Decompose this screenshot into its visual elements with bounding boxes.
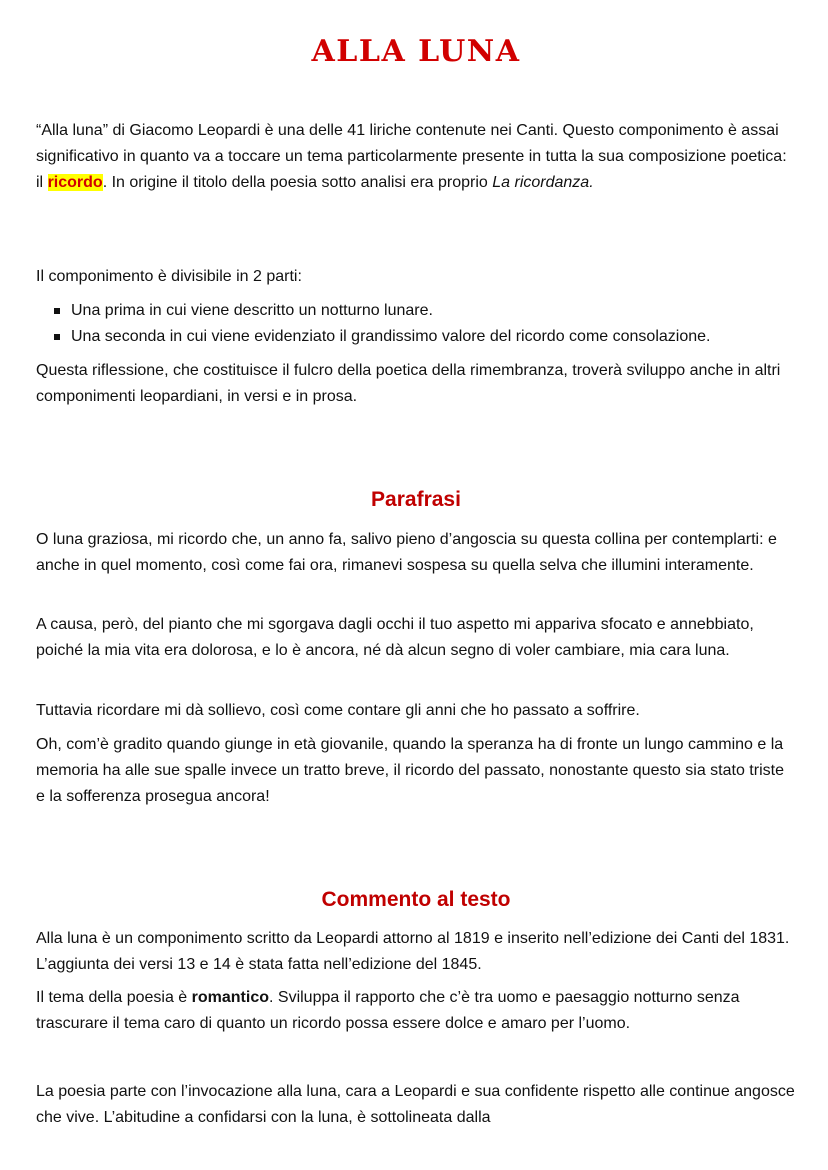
commento-text-1: Il tema della poesia è xyxy=(36,989,192,1006)
highlighted-word: ricordo xyxy=(47,174,103,191)
parafrasi-paragraph-1: O luna graziosa, mi ricordo che, un anno fa, salivo pieno d’angoscia su questa collina per contemplarti: e anche in quel momento, così come fai ora, rimanevi sospesa su quella selva che illumini interamente. xyxy=(36,531,777,574)
original-title-italic: La ricordanza. xyxy=(492,174,594,191)
division-lead: Il componimento è divisibile in 2 parti: xyxy=(36,268,302,285)
commento-paragraph-1: Alla luna è un componimento scritto da Leopardi attorno al 1819 e inserito nell’edizione dei Canti del 1831. L’aggiunta dei versi 13 e 14 è stata fatta nell’edizione del 1845. xyxy=(36,930,790,973)
intro-text-2: . In origine il titolo della poesia sotto analisi era proprio xyxy=(102,174,493,191)
commento-paragraph-2 xyxy=(36,985,796,1037)
document-title: ALLA LUNA xyxy=(311,34,521,69)
bullet-square-icon xyxy=(54,308,60,314)
parafrasi-paragraph-2: A causa, però, del pianto che mi sgorgava dagli occhi il tuo aspetto mi appariva sfocato e annebbiato, poiché la mia vita era dolorosa, e lo è ancora, né dà alcun segno di voler cambiare, mia cara luna. xyxy=(36,616,754,659)
bullet-square-icon xyxy=(54,334,60,340)
section-heading-commento: Commento al testo xyxy=(321,888,511,911)
list-item-text: Una seconda in cui viene evidenziato il grandissimo valore del ricordo come consolazione. xyxy=(71,328,711,345)
parafrasi-paragraph-3: Tuttavia ricordare mi dà sollievo, così come contare gli anni che ho passato a soffrire. xyxy=(36,702,640,719)
commento-text-2: . Sviluppa il rapporto che c’è tra uomo e paesaggio notturno senza trascurare il tema caro di quanto un ricordo possa essere dolce e amaro per l’uomo. xyxy=(36,989,740,1032)
list-item xyxy=(54,298,814,324)
section-heading-parafrasi: Parafrasi xyxy=(371,488,461,511)
parafrasi-paragraph-4: Oh, com’è gradito quando giunge in età giovanile, quando la speranza ha di fronte un lungo cammino e la memoria ha alle sue spalle invece un tratto breve, il ricordo del passato, nonostante questo sia stato triste e la sofferenza prosegua ancora! xyxy=(36,736,784,805)
list-item xyxy=(54,324,814,350)
commento-paragraph-3: La poesia parte con l’invocazione alla luna, cara a Leopardi e sua confidente rispetto alle continue angosce che vive. L’abitudine a confidarsi con la luna, è sottolineata dalla xyxy=(36,1083,795,1126)
reflection-paragraph: Questa riflessione, che costituisce il fulcro della poetica della rimembranza, troverà sviluppo anche in altri componimenti leopardiani, in versi e in prosa. xyxy=(36,362,781,405)
list-item-text: Una prima in cui viene descritto un notturno lunare. xyxy=(71,302,433,319)
parts-list xyxy=(54,298,814,350)
bold-word: romantico xyxy=(191,989,269,1006)
intro-text-1: “Alla luna” di Giacomo Leopardi è una delle 41 liriche contenute nei Canti. Questo componimento è assai significativo in quanto va a toccare un tema particolarmente presente in tutta la sua composizione poetica: il xyxy=(36,122,787,191)
intro-paragraph xyxy=(36,118,796,196)
